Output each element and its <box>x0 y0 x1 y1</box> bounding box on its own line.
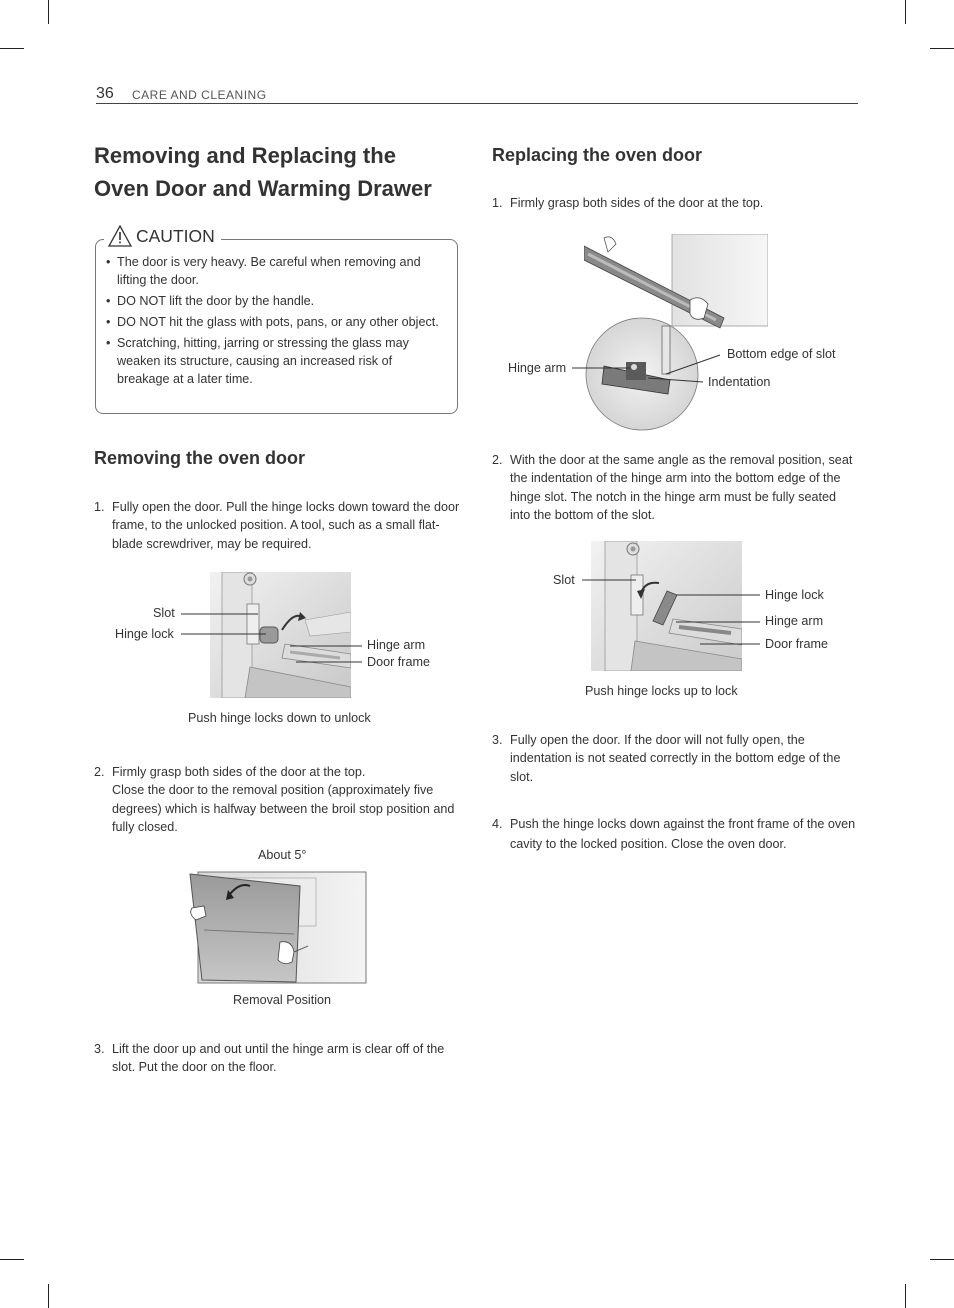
page-title-line2: Oven Door and Warming Drawer <box>94 176 432 201</box>
label-slot: Slot <box>153 606 175 620</box>
label-slot: Slot <box>553 573 575 587</box>
caption-unlock: Push hinge locks down to unlock <box>188 711 371 725</box>
section-label: CARE AND CLEANING <box>132 88 267 102</box>
replacing-step-4 <box>492 815 858 854</box>
label-hinge-arm: Hinge arm <box>508 361 567 375</box>
step-number: 3. <box>492 733 503 747</box>
step-number: 2. <box>492 453 503 467</box>
label-indentation: Indentation <box>708 375 771 389</box>
step-text: Close the door to the removal position (approximately five degrees) which is halfway between the broil stop position and fully closed. <box>112 783 455 835</box>
replacing-step-3 <box>492 731 858 786</box>
caution-label: CAUTION <box>136 225 215 246</box>
label-hinge-arm: Hinge arm <box>367 638 426 652</box>
step-text: Fully open the door. Pull the hinge locks down toward the door frame, to the unlocked position. A tool, such as a small flat-blade screwdriver, may be required. <box>112 500 460 551</box>
replacing-heading: Replacing the oven door <box>492 145 703 165</box>
label-bottom-edge: Bottom edge of slot <box>727 347 836 361</box>
label-door-frame: Door frame <box>367 655 430 669</box>
label-hinge-arm: Hinge arm <box>765 614 824 628</box>
label-hinge-lock: Hinge lock <box>115 627 174 641</box>
removing-heading: Removing the oven door <box>94 448 306 468</box>
step-number: 4. <box>492 817 503 831</box>
caution-item: • The door is very heavy. Be careful when removing and lifting the door. <box>106 253 448 289</box>
caption-lock: Push hinge locks up to lock <box>585 684 738 698</box>
step-text: Lift the door up and out until the hinge arm is clear off of the slot. Put the door on the floor. <box>112 1042 445 1075</box>
step-text: Fully open the door. If the door will not fully open, the indentation is not seated correctly in the bottom edge of the slot. <box>510 733 841 784</box>
step-text-line1: Firmly grasp both sides of the door at the top. <box>112 765 366 779</box>
step-number: 3. <box>94 1042 105 1056</box>
page-number: 36 <box>96 85 114 102</box>
step-number: 1. <box>94 500 105 514</box>
caution-item: • Scratching, hitting, jarring or stressing the glass may weaken its structure, causing an increased risk of breakage at a later time. <box>106 334 448 388</box>
caption-removal-position: Removal Position <box>233 993 331 1007</box>
step-number: 2. <box>94 765 105 779</box>
label-door-frame: Door frame <box>765 637 828 651</box>
page-title-line1: Removing and Replacing the <box>94 143 396 168</box>
caution-item: • DO NOT hit the glass with pots, pans, or any other object. <box>106 313 448 331</box>
label-hinge-lock: Hinge lock <box>765 588 824 602</box>
caution-item: • DO NOT lift the door by the handle. <box>106 292 448 310</box>
step-text: Push the hinge locks down against the front frame of the oven cavity to the locked position. Close the oven door. <box>510 817 856 851</box>
step-text: Firmly grasp both sides of the door at the top. <box>510 196 764 210</box>
step-number: 1. <box>492 196 503 210</box>
label-about-5: About 5° <box>258 848 307 862</box>
step-text: With the door at the same angle as the removal position, seat the indentation of the hinge arm into the bottom edge of the hinge slot. The notch in the hinge arm must be fully seated into the bottom of the slot. <box>510 453 853 523</box>
